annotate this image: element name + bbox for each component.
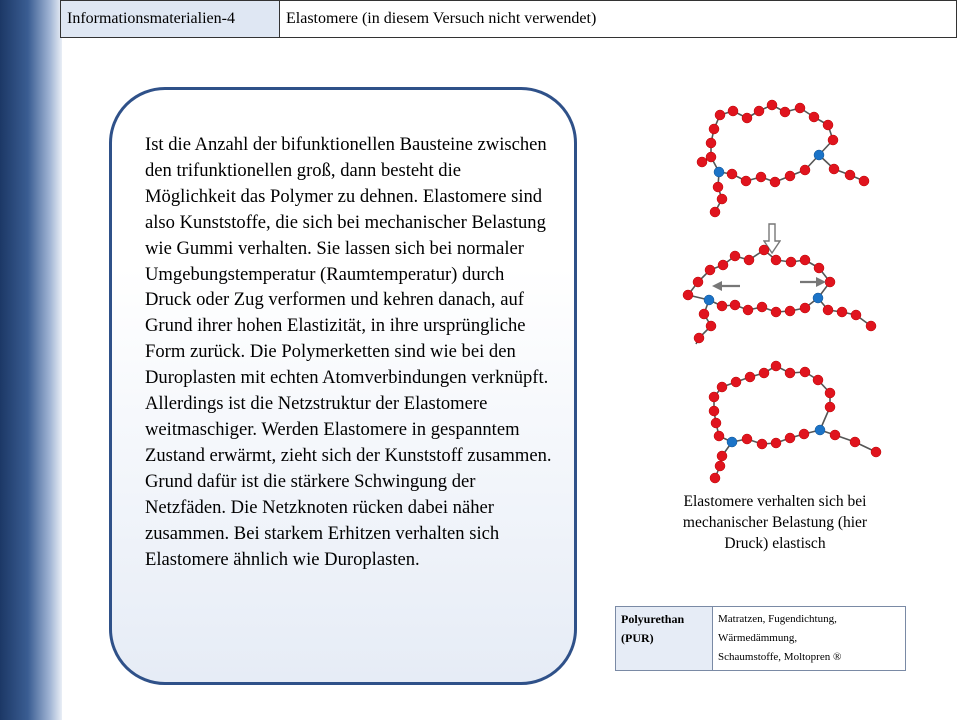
figure-caption: Elastomere verhalten sich bei mechanischer Belastung (hier Druck) elastisch <box>682 493 868 552</box>
info-key-line: Polyurethan <box>621 612 685 626</box>
decorative-sidebar <box>0 0 62 720</box>
info-table-key <box>616 607 713 671</box>
elastomer-network-compressed <box>678 240 880 352</box>
info-value-line: Wärmedämmung, <box>718 632 798 644</box>
header-table <box>60 0 957 38</box>
text-box <box>109 87 577 685</box>
body-text: Ist die Anzahl der bifunktionellen Bausteine zwischen den trifunktionellen groß, dann besteht die Möglichkeit das Polymer zu dehnen. Elastomere sind also Kunststoffe, die sich bei mechanischer Belastung wie Gummi verhalten. Sie lassen sich bei normaler Umgebungstemperatur (Raumtemperatur) durch Druck oder Zug verformen und kehren danach, auf Grund ihrer hohen Elastizität, in ihre ursprüngliche Form zurück. Die Polymerketten sind wie bei den Duroplasten mit echten Atomverbindungen verknüpft. Allerdings ist die Netzstruktur der Elastomere weitmaschiger. Werden Elastomere in gespanntem Zustand erwärmt, zieht sich der Kunststoff zusammen. Grund dafür ist die stärkere Schwingung der Netzfäden. Die Netzknoten rücken dabei näher zusammen. Bei starkem Erhitzen verhalten sich Elastomere ähnlich wie Duroplasten. <box>145 134 552 570</box>
info-key-line: (PUR) <box>621 631 654 645</box>
elastomer-network-relaxed <box>684 95 880 220</box>
info-value-line: Schaumstoffe, Moltopren ® <box>718 651 842 663</box>
elastomer-network-restored <box>690 356 882 488</box>
info-table <box>615 606 906 671</box>
header-title: Elastomere (in diesem Versuch nicht verwendet) <box>280 1 957 38</box>
header-section-label: Informationsmaterialien-4 <box>61 1 280 38</box>
info-table-value <box>713 607 906 671</box>
info-value-line: Matratzen, Fugendichtung, <box>718 613 837 625</box>
